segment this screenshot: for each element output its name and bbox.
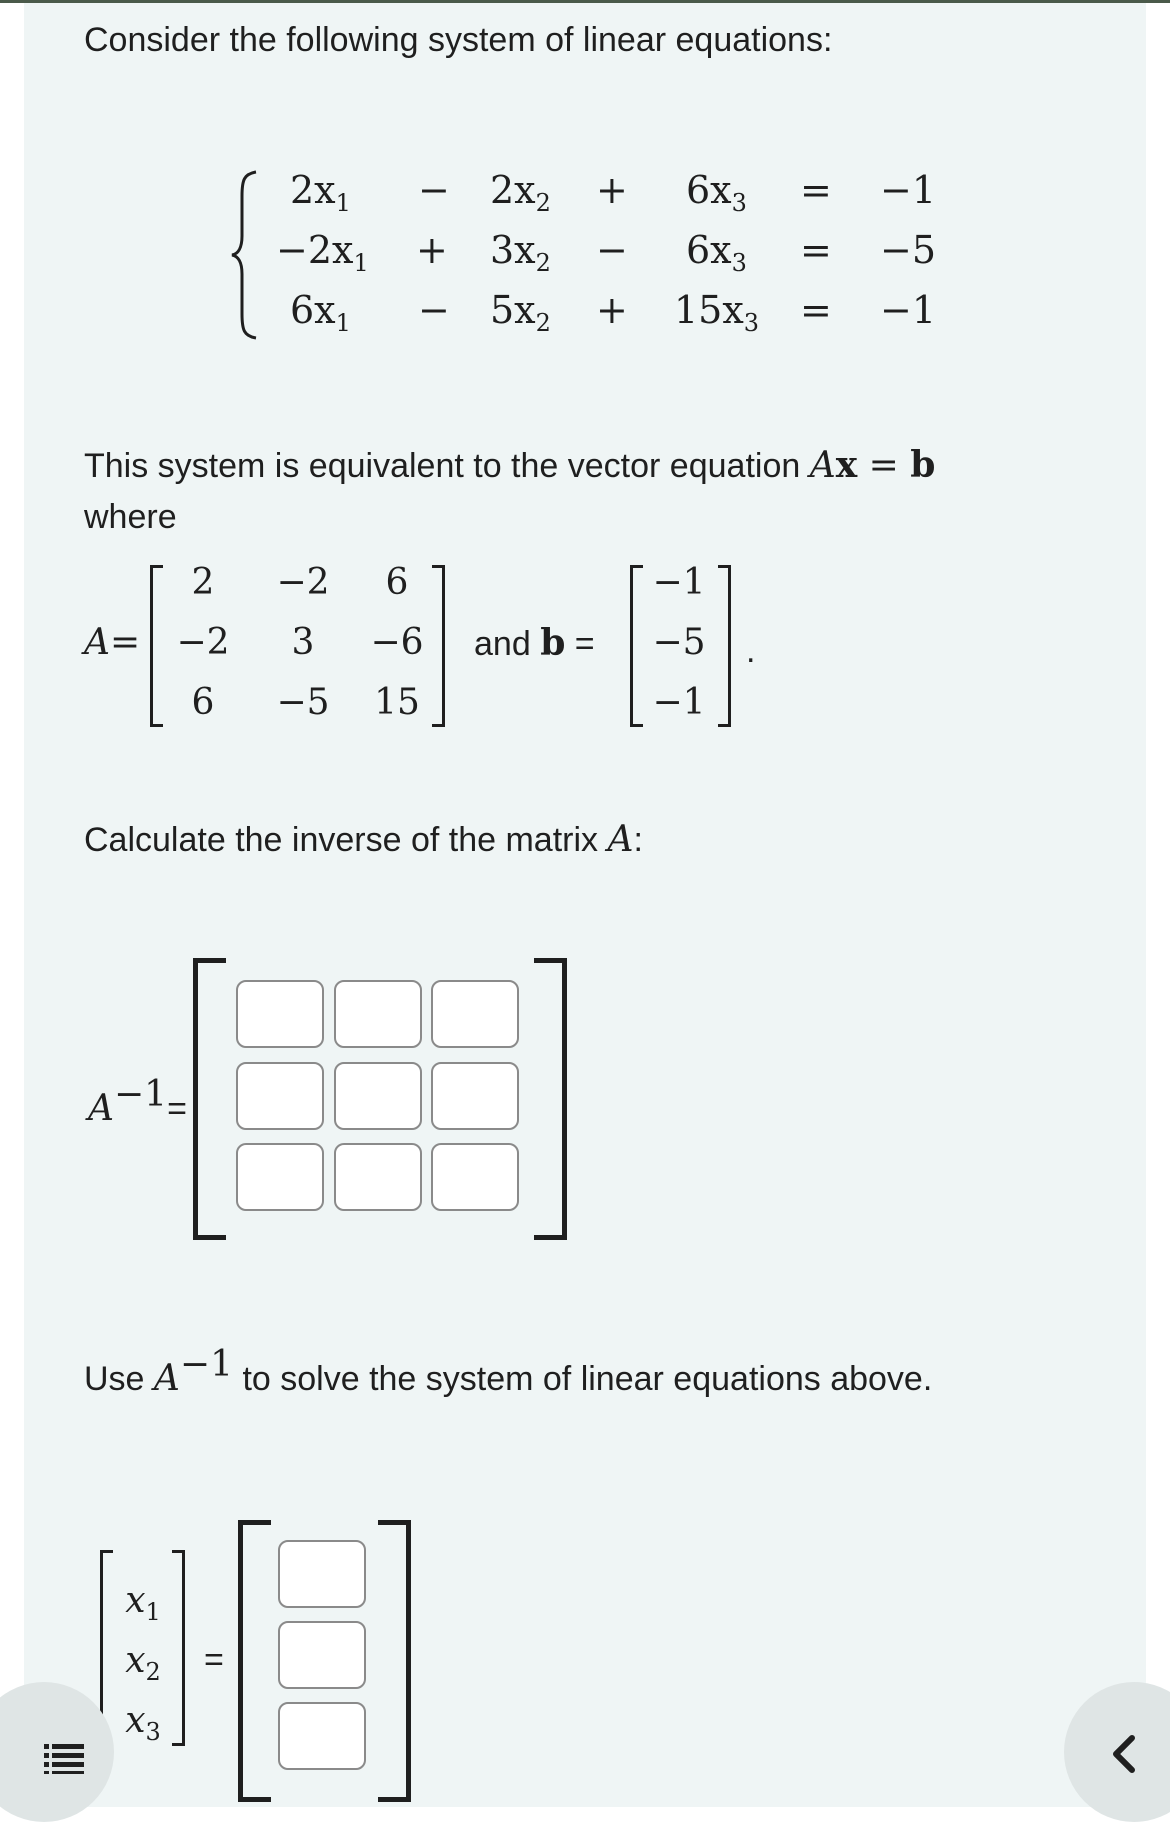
eq3-term1: $6x_1$ (290, 288, 351, 337)
eq1-sign2: + (596, 168, 628, 212)
eq2-term1: $-2x_1$ (276, 228, 369, 277)
eq1-term2: $2x_2$ (490, 168, 551, 217)
eq2-rhs: −5 (880, 228, 937, 272)
menu-icon (44, 1744, 84, 1774)
chevron-left-icon (1108, 1734, 1138, 1774)
calc-text: Calculate the inverse of the matrix A: (84, 819, 643, 860)
inverse-entry-r3c2[interactable] (334, 1143, 422, 1211)
left-brace (230, 170, 260, 340)
b2: −5 (652, 622, 706, 663)
inverse-left-bracket (193, 958, 226, 1240)
a12: −2 (276, 562, 330, 603)
eq1-term1: $2x_1$ (290, 168, 351, 217)
inverse-entry-r1c3[interactable] (431, 980, 519, 1048)
inverse-entry-r1c1[interactable] (236, 980, 324, 1048)
a32: −5 (276, 682, 330, 723)
a13: 6 (385, 562, 409, 603)
eq3-term2: $5x_2$ (490, 288, 551, 337)
period: . (746, 632, 756, 670)
solution-right-bracket (378, 1520, 411, 1802)
inverse-right-bracket (534, 958, 567, 1240)
a33: 15 (374, 682, 420, 723)
a31: 6 (191, 682, 215, 723)
eq1-equals: = (800, 168, 832, 212)
solution-entry-x2[interactable] (278, 1621, 366, 1689)
inverse-entry-r3c1[interactable] (236, 1143, 324, 1211)
eq2-sign2: − (596, 228, 628, 272)
inverse-entry-r2c2[interactable] (334, 1062, 422, 1130)
eq3-sign2: + (596, 288, 628, 332)
eq1-sign1: − (418, 168, 450, 212)
x3-label: $x_3$ (125, 1700, 161, 1746)
equivalence-text: This system is equivalent to the vector equation Ax = b (84, 444, 936, 486)
eq2-term3: $6x_3$ (686, 228, 747, 277)
eq2-equals: = (800, 228, 832, 272)
a23: −6 (370, 622, 424, 663)
solution-entry-x3[interactable] (278, 1702, 366, 1770)
inverse-entry-r2c3[interactable] (431, 1062, 519, 1130)
and-b-text: and b = (474, 622, 595, 664)
eq3-equals: = (800, 288, 832, 332)
a11: 2 (191, 562, 215, 603)
eq2-term2: $3x_2$ (490, 228, 551, 277)
eq3-term3: $15x_3$ (674, 288, 760, 337)
vector-b-left-bracket (630, 565, 643, 727)
eq1-term3: $6x_3$ (686, 168, 747, 217)
use-inverse-text: Use $A^{-1}$ to solve the system of linear equations above. (84, 1344, 933, 1399)
where-text: where (84, 498, 177, 536)
x2-label: $x_2$ (125, 1640, 161, 1686)
inverse-label: $A^{-1}=$ (88, 1074, 187, 1129)
b1: −1 (652, 562, 706, 603)
eq1-rhs: −1 (880, 168, 937, 212)
inverse-entry-r2c1[interactable] (236, 1062, 324, 1130)
eq3-sign1: − (418, 288, 450, 332)
inverse-entry-r3c3[interactable] (431, 1143, 519, 1211)
solution-entry-x1[interactable] (278, 1540, 366, 1608)
eq3-rhs: −1 (880, 288, 937, 332)
a21: −2 (176, 622, 230, 663)
matrix-a-right-bracket (432, 565, 445, 727)
inverse-entry-r1c2[interactable] (334, 980, 422, 1048)
solution-equals: = (204, 1641, 224, 1679)
solution-left-bracket (238, 1520, 271, 1802)
vector-b-right-bracket (718, 565, 731, 727)
eq2-sign1: + (416, 228, 448, 272)
question-panel (24, 3, 1146, 1807)
intro-text: Consider the following system of linear equations: (84, 21, 833, 59)
matrix-a-left-bracket (150, 565, 163, 727)
a22: 3 (291, 622, 315, 663)
b3: −1 (652, 682, 706, 723)
matrix-a-label: A= (84, 622, 141, 663)
x1-label: $x_1$ (125, 1580, 161, 1626)
